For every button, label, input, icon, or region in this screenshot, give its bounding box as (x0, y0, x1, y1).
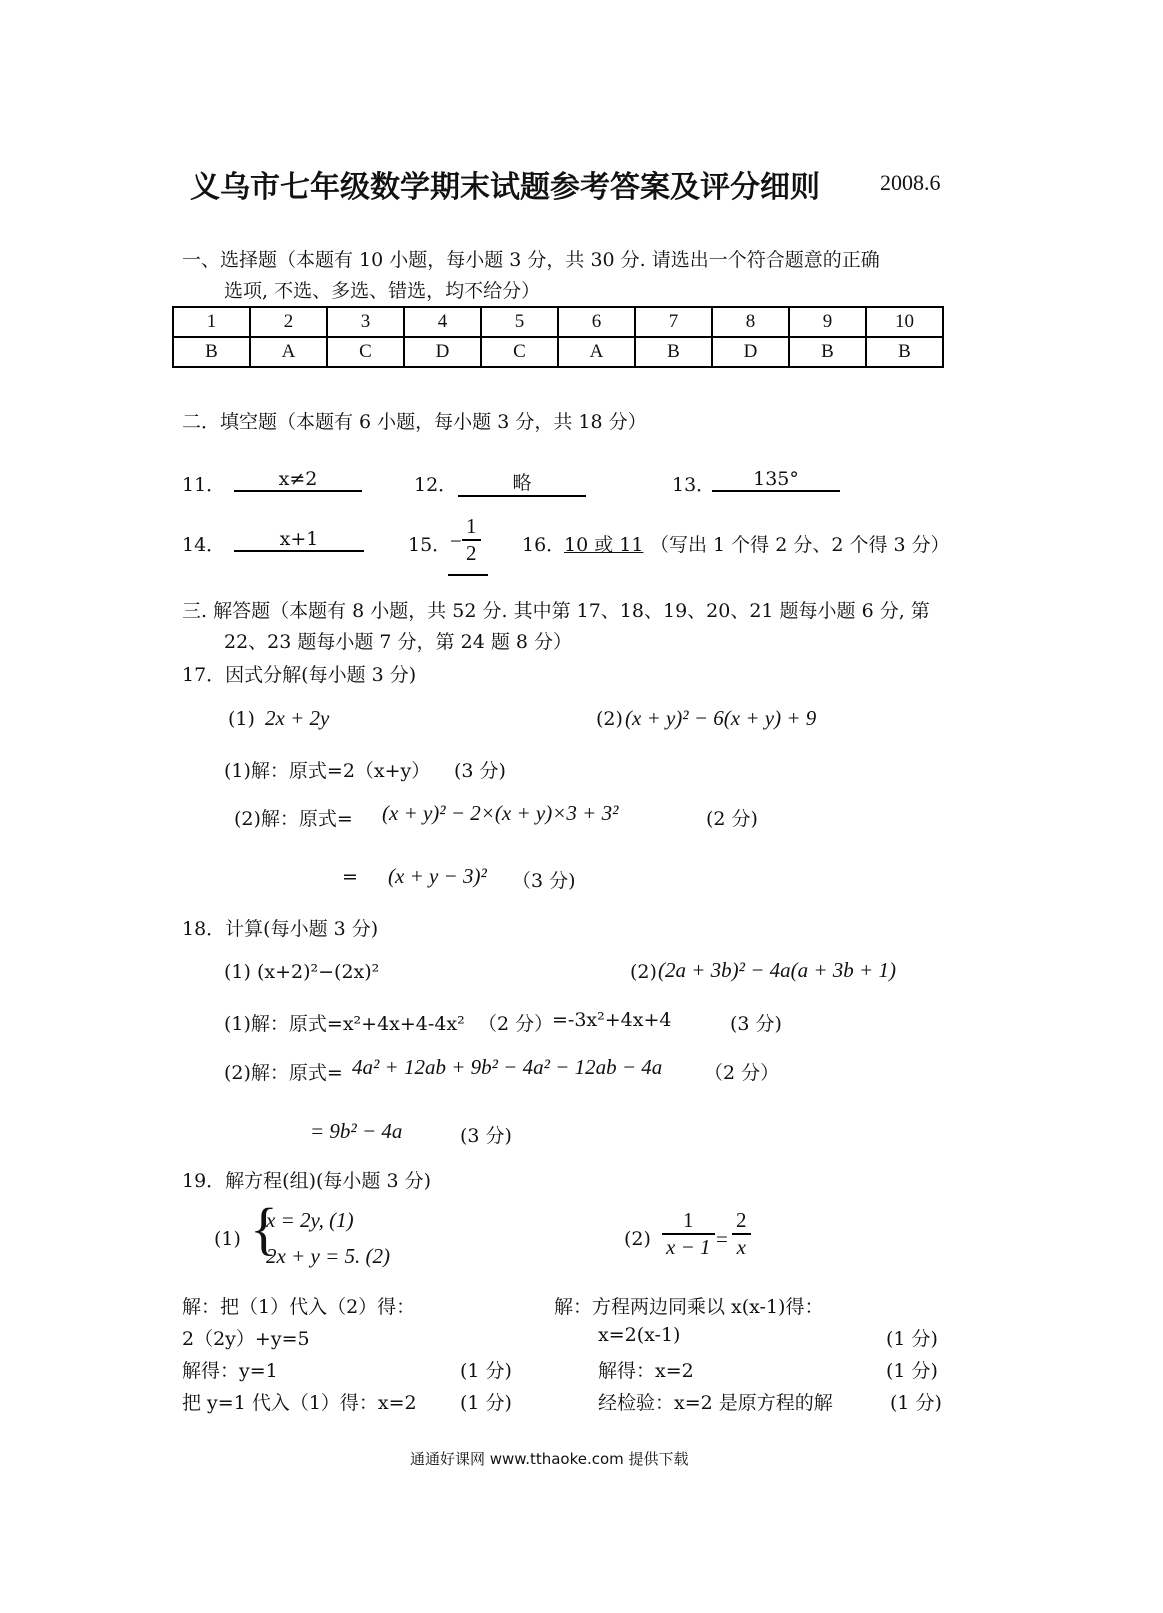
q19-p2-lhs-den: x − 1 (666, 1235, 711, 1259)
q17-p2-expr: (x + y)² − 6(x + y) + 9 (625, 706, 817, 730)
table-row-numbers (173, 307, 943, 337)
q16-note: （写出 1 个得 2 分、2 个得 3 分） (650, 534, 950, 556)
q19-p1-eq1: x = 2y, (1) (266, 1208, 354, 1232)
table-cell: 7 (635, 307, 712, 337)
q19-p2-eq: = (716, 1227, 728, 1251)
q17-s1-score: (3 分) (454, 760, 506, 782)
q18-s2-text: (2)解：原式= (224, 1062, 343, 1084)
q19-left-score: (1 分) (460, 1360, 512, 1382)
table-cell: 10 (866, 307, 943, 337)
q15-fraction (462, 514, 481, 566)
q11-answer: x≠2 (234, 468, 362, 492)
q19-left-line: 解得：y=1 (182, 1360, 278, 1382)
q14-answer: x+1 (234, 528, 364, 552)
table-cell: 5 (481, 307, 558, 337)
q18-heading: 18．计算(每小题 3 分) (182, 918, 379, 940)
q17-p1-label: (1) (228, 708, 255, 730)
q16-answer: 10 或 11 (564, 534, 644, 556)
page-title: 义乌市七年级数学期末试题参考答案及评分细则 (190, 170, 820, 205)
q15-underline (448, 574, 488, 576)
table-cell: 1 (173, 307, 250, 337)
q19-right-line: 解：方程两边同乘以 x(x-1)得： (554, 1296, 824, 1318)
table-cell: B (173, 337, 250, 367)
q18-p2-expr: (2a + 3b)² − 4a(a + 3b + 1) (658, 958, 896, 982)
q19-left-line: 解：把（1）代入（2）得： (182, 1296, 416, 1318)
table-cell: D (712, 337, 789, 367)
q11-label: 11． (182, 474, 226, 496)
q18-s1-score2: (3 分) (730, 1013, 782, 1035)
q19-right-score: (1 分) (890, 1392, 942, 1414)
q18-s2-score: （2 分） (704, 1062, 780, 1084)
q12-label: 12． (414, 474, 458, 496)
q14-label: 14． (182, 534, 226, 556)
q19-p2-rhs-den: x (736, 1235, 746, 1259)
left-brace-icon: { (250, 1196, 278, 1261)
q19-p2-rhs (732, 1208, 751, 1260)
section1-heading: 一、选择题（本题有 10 小题，每小题 3 分，共 30 分. 请选出一个符合题意的正确 (182, 249, 880, 271)
q17-s2-score: (2 分) (706, 808, 758, 830)
table-cell: A (558, 337, 635, 367)
q19-left-score: (1 分) (460, 1392, 512, 1414)
q19-left-line: 2（2y）+y=5 (182, 1328, 310, 1350)
q18-s2-expr: 4a² + 12ab + 9b² − 4a² − 12ab − 4a (352, 1055, 663, 1079)
table-cell: 3 (327, 307, 404, 337)
date: 2008.6 (880, 170, 941, 195)
q15-numerator: 1 (462, 514, 481, 541)
q19-p2-rhs-num: 2 (732, 1208, 751, 1235)
q17-p1-expr: 2x + 2y (265, 706, 330, 730)
section1-heading-cont: 选项, 不选、多选、错选，均不给分） (224, 280, 541, 302)
table-cell: A (250, 337, 327, 367)
q18-s3-expr: = 9b² − 4a (310, 1119, 403, 1143)
q17-heading: 17．因式分解(每小题 3 分) (182, 664, 417, 686)
table-cell: B (635, 337, 712, 367)
q19-right-score: (1 分) (886, 1328, 938, 1350)
q19-p1-label: (1) (214, 1228, 241, 1250)
q19-p2-lhs (662, 1208, 715, 1260)
q13-label: 13． (672, 474, 716, 496)
table-cell: 4 (404, 307, 481, 337)
q17-s3-eq: = (342, 866, 358, 888)
q19-p1-eq2: 2x + y = 5. (2) (266, 1244, 390, 1268)
table-cell: 8 (712, 307, 789, 337)
q19-p2-label: (2) (624, 1228, 651, 1250)
q15-sign: − (450, 529, 462, 553)
q15-denominator: 2 (466, 541, 477, 565)
table-cell: B (866, 337, 943, 367)
q19-right-line: x=2(x-1) (598, 1324, 681, 1346)
q19-heading: 19．解方程(组)(每小题 3 分) (182, 1170, 431, 1192)
q19-right-line: 经检验：x=2 是原方程的解 (598, 1392, 833, 1414)
q18-s1-score1: （2 分） (478, 1013, 554, 1035)
section2-heading: 二．填空题（本题有 6 小题，每小题 3 分，共 18 分） (182, 411, 647, 433)
q18-s1-rest: =-3x²+4x+4 (552, 1009, 672, 1031)
q19-p2-lhs-num: 1 (662, 1208, 715, 1235)
q19-left-line: 把 y=1 代入（1）得：x=2 (182, 1392, 417, 1414)
q16-label: 16． (522, 534, 566, 556)
table-cell: 6 (558, 307, 635, 337)
q19-right-line: 解得：x=2 (598, 1360, 694, 1382)
q17-s3-score: （3 分) (512, 870, 576, 892)
table-cell: 2 (250, 307, 327, 337)
table-cell: B (789, 337, 866, 367)
q18-s1-text: (1)解：原式=x²+4x+4-4x² (224, 1013, 465, 1035)
q17-s1-text: (1)解：原式=2（x+y） (224, 760, 431, 782)
table-cell: 9 (789, 307, 866, 337)
footer-text: 通通好课网 www.tthaoke.com 提供下载 (410, 1450, 689, 1468)
q19-right-score: (1 分) (886, 1360, 938, 1382)
q17-s2-expr: (x + y)² − 2×(x + y)×3 + 3² (382, 801, 619, 825)
section3-heading-cont: 22、23 题每小题 7 分，第 24 题 8 分） (224, 631, 572, 653)
q17-p2-label: (2) (596, 708, 623, 730)
q17-s3-expr: (x + y − 3)² (388, 864, 487, 888)
choice-answer-table (172, 306, 944, 368)
table-row-answers (173, 337, 943, 367)
q18-p2-label: (2) (630, 961, 657, 983)
table-cell: D (404, 337, 481, 367)
q15-label: 15． (408, 534, 452, 556)
q18-s3-score: (3 分) (460, 1125, 512, 1147)
q13-answer: 135° (712, 468, 840, 492)
section3-heading: 三. 解答题（本题有 8 小题，共 52 分. 其中第 17、18、19、20、21 题每小题 6 分, 第 (182, 600, 930, 622)
table-cell: C (481, 337, 558, 367)
table-cell: C (327, 337, 404, 367)
q18-p1: (1) (x+2)²−(2x)² (224, 961, 380, 983)
q17-s2-text: (2)解：原式= (234, 808, 353, 830)
q12-answer: 略 (458, 468, 586, 497)
